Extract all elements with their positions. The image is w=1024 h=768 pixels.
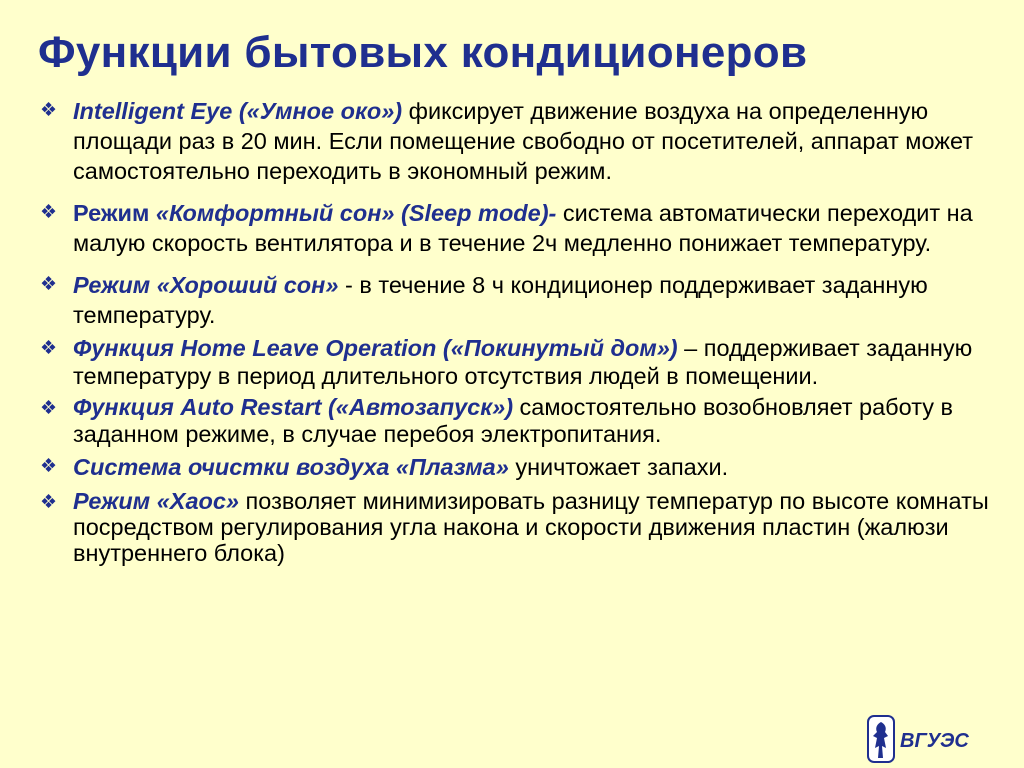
item-text: – поддерживает заданную температуру в период длительного отсутствия людей в помещении.	[73, 335, 973, 389]
list-item	[40, 394, 1000, 448]
item-keyword: Функция Auto Restart («Автозапуск»)	[73, 394, 514, 420]
item-keyword: Intelligent Eye («Умное око»)	[73, 98, 403, 124]
diamond-bullet-icon: ❖	[40, 274, 58, 295]
bullet-list	[40, 96, 1000, 566]
diamond-bullet-icon: ❖	[40, 398, 58, 419]
item-keyword: Режим «Хороший сон»	[73, 272, 339, 298]
item-text: фиксирует движение воздуха на определенную площади раз в 20 мин. Если помещение свободно от посетителей, аппарат может самостоятельно переходить в экономный режим.	[73, 98, 974, 184]
item-keyword-prefix: Режим	[73, 200, 156, 226]
list-item	[40, 96, 1000, 186]
item-text: - в течение 8 ч кондиционер поддерживает заданную температуру.	[73, 272, 928, 328]
list-item	[40, 334, 1000, 390]
item-keyword: «Комфортный сон» (Sleep mode)-	[155, 200, 557, 226]
item-text: самостоятельно возобновляет работу в заданном режиме, в случае перебоя электропитания.	[73, 394, 953, 447]
list-item	[40, 488, 1000, 566]
page-title: Функции бытовых кондиционеров	[38, 28, 808, 77]
list-item	[40, 452, 1000, 482]
item-keyword: Система очистки воздуха «Плазма»	[73, 454, 509, 480]
list-item	[40, 198, 1000, 258]
item-text: уничтожает запахи.	[508, 454, 729, 480]
item-text: позволяет минимизировать разницу температур по высоте комнаты посредством регулирования угла накона и скорости движения пластин (жалюзи внутреннего блока)	[73, 488, 989, 566]
university-logo	[866, 714, 986, 764]
item-keyword: Функция Home Leave Operation («Покинутый дом»)	[73, 335, 678, 361]
item-keyword: Режим «Хаос»	[73, 488, 240, 514]
item-text: система автоматически переходит на малую скорость вентилятора и в течение 2ч медленно понижает температуру.	[73, 200, 973, 256]
diamond-bullet-icon: ❖	[40, 456, 58, 477]
diamond-bullet-icon: ❖	[40, 202, 58, 223]
diamond-bullet-icon: ❖	[40, 100, 58, 121]
diamond-bullet-icon: ❖	[40, 492, 58, 513]
logo-text: ВГУЭС	[900, 730, 969, 752]
list-item	[40, 270, 1000, 330]
diamond-bullet-icon: ❖	[40, 338, 58, 359]
